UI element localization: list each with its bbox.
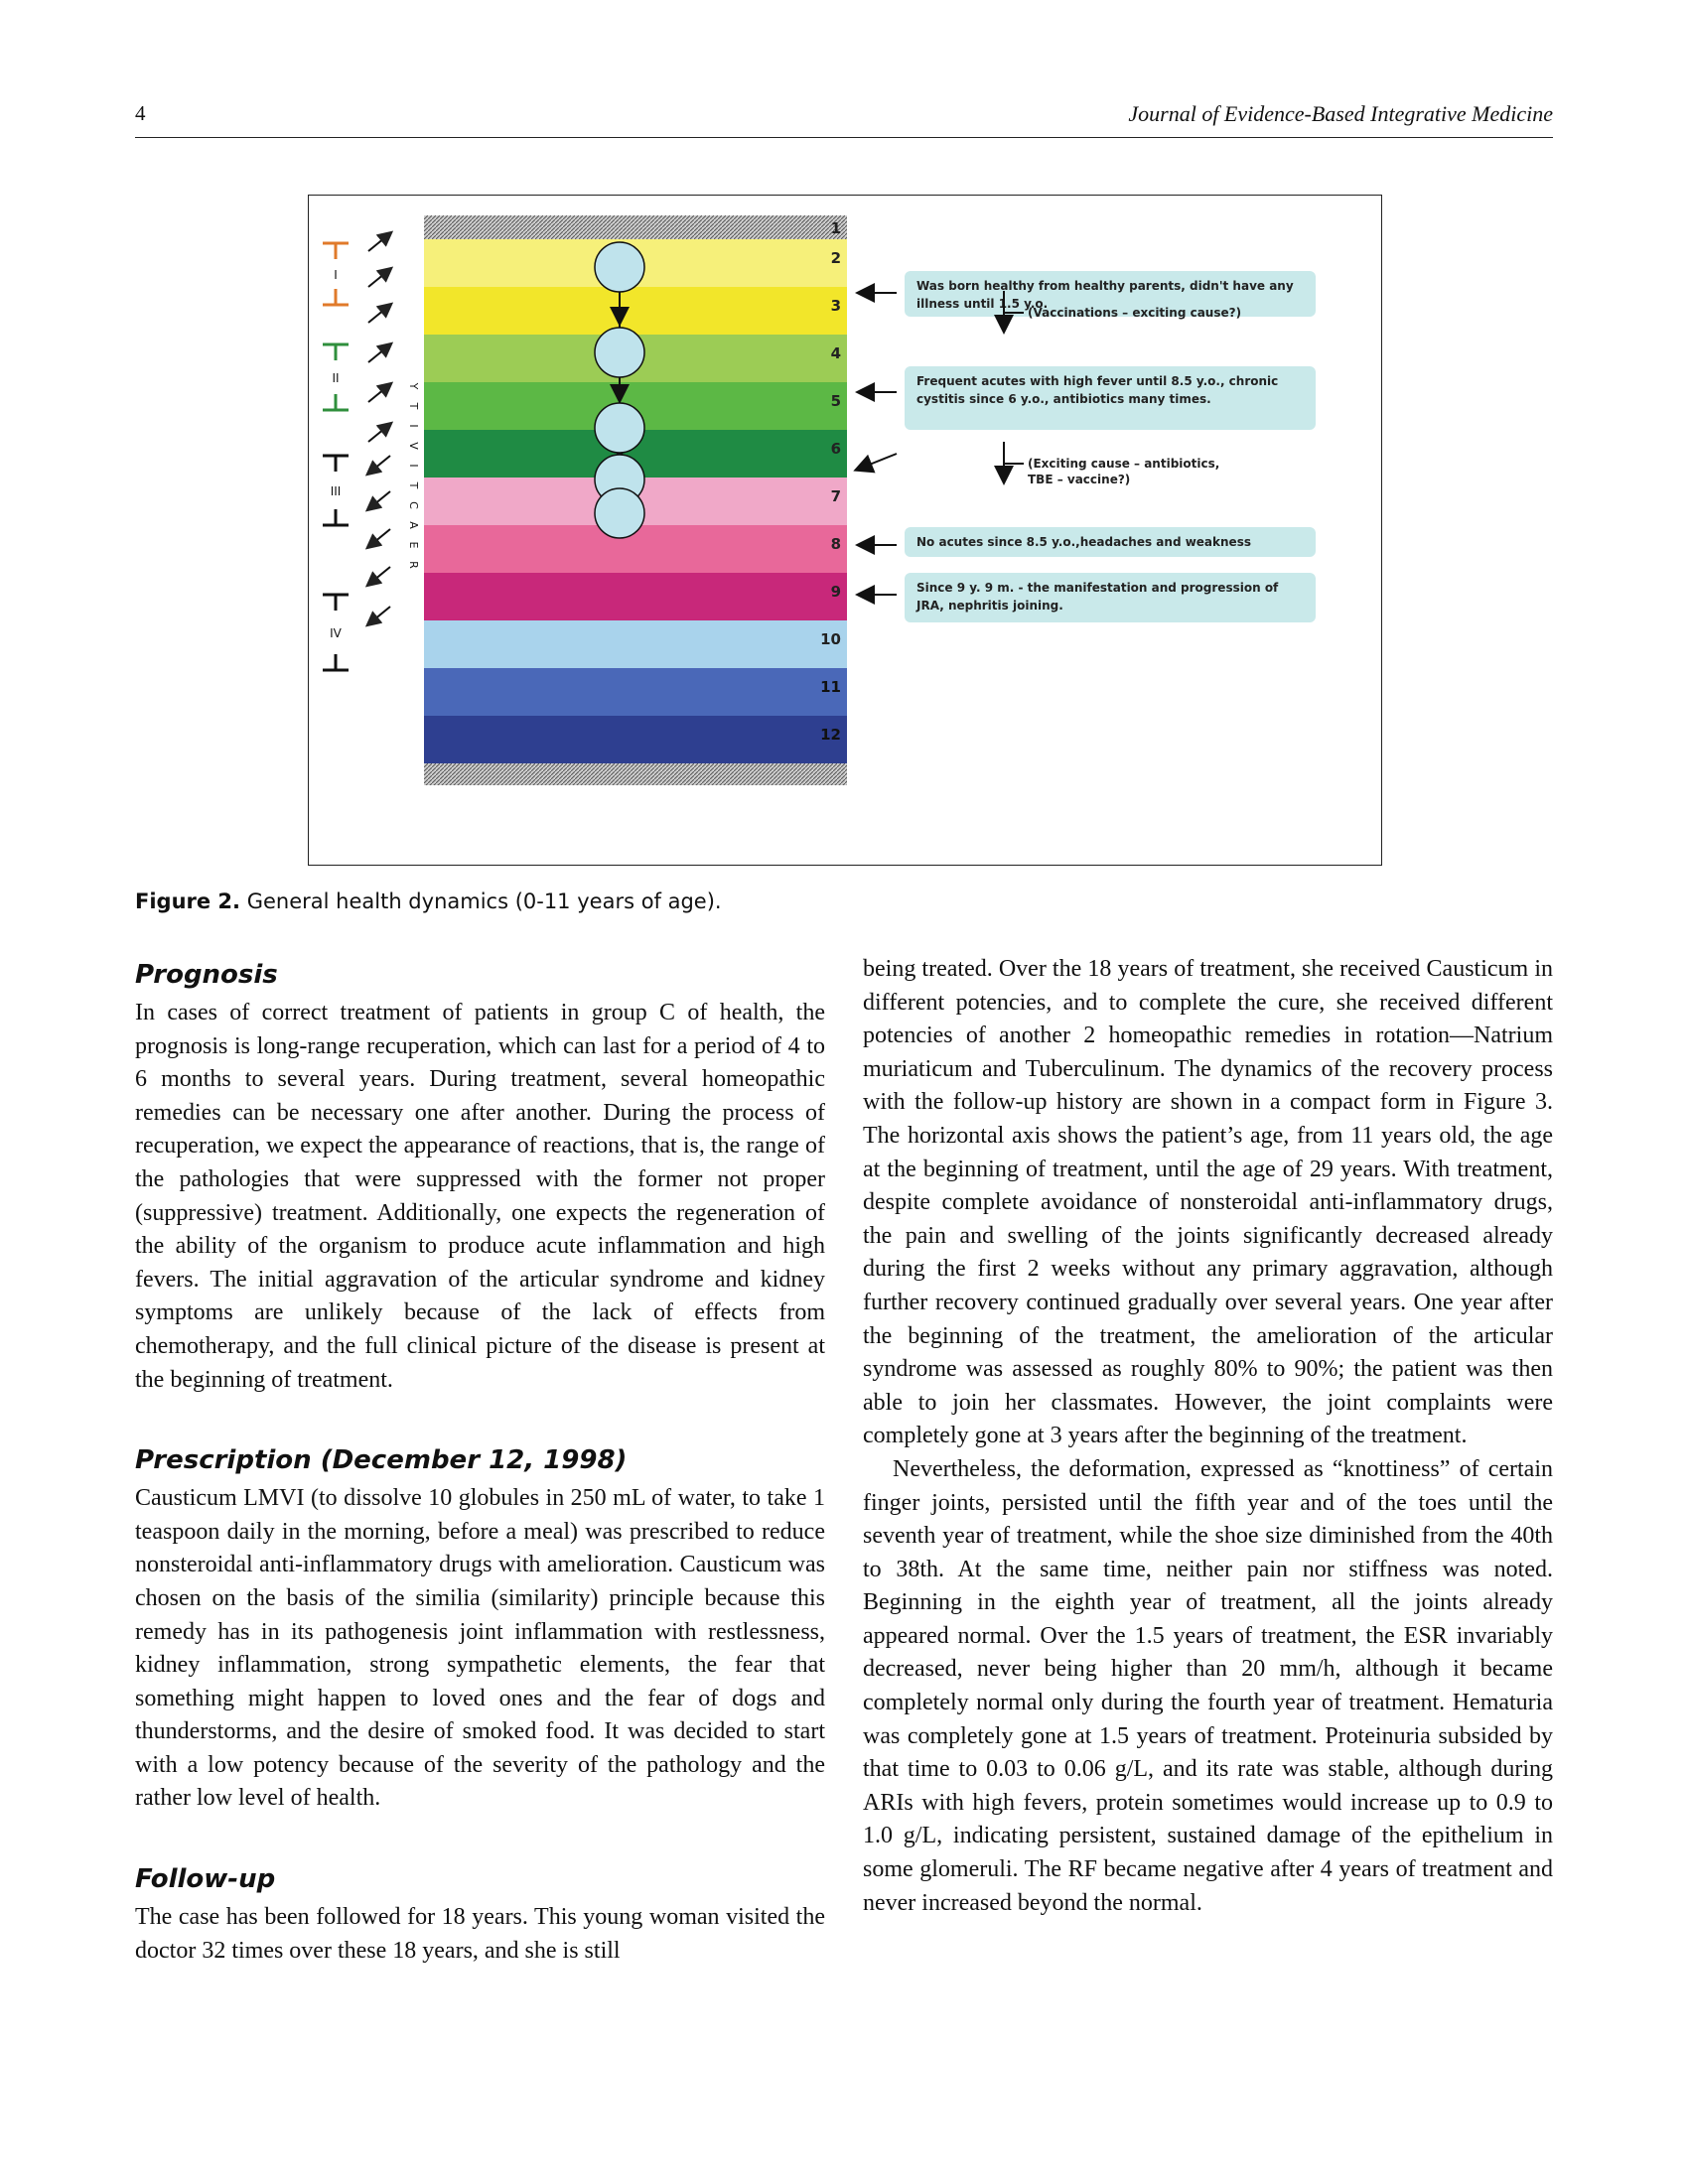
cause-line: (Exciting cause – antibiotics,: [1028, 457, 1220, 471]
figure-caption-label: Figure 2.: [135, 889, 241, 913]
reactivity-letter: V: [407, 442, 420, 450]
cause-line: (Vaccinations – exciting cause?): [1028, 306, 1242, 320]
band-number: 12: [820, 726, 841, 744]
reactivity-letter: I: [407, 464, 420, 468]
group-label: II: [332, 371, 340, 385]
diagonal-arrow-icon: [857, 454, 897, 470]
reactivity-letter: Y: [407, 382, 420, 390]
down-arrow-icon: [368, 607, 390, 624]
cause-line: TBE – vaccine?): [1028, 473, 1131, 486]
band-number: 10: [820, 630, 841, 648]
band-3: [424, 287, 847, 335]
band-number: 9: [830, 583, 841, 601]
band-number: 4: [830, 344, 841, 362]
band-10: [424, 620, 847, 668]
cause-text: [1028, 457, 1219, 486]
up-arrow-icon: [368, 269, 390, 287]
down-arrow-icon: [368, 456, 390, 474]
band-number: 7: [830, 487, 841, 505]
state-circle: [595, 328, 644, 377]
reactivity-letter: E: [407, 541, 420, 549]
group-label: IV: [330, 626, 342, 640]
band-bottom-hatch: [424, 763, 847, 785]
state-circle: [595, 403, 644, 453]
up-arrow-icon: [368, 384, 390, 402]
figure-2: [308, 195, 1382, 866]
right-paragraph-2: Nevertheless, the deformation, expressed as “knottiness” of certain finger joints, persisted until the fifth year and of the toes until the seventh year of treatment, while the shoe size diminished from the 40th to 38th. At the same time, neither pain nor stiffness was noted. Beginning in the eighth year of treatment, all the joints already appeared normal. Over the 1.5 years of treatment, the ESR invariably decreased, never being higher than 20 mm/h, although it became completely normal only during the fourth year of treatment. Hematuria was completely gone at 1.5 years of treatment. Proteinuria subsided by that time to 0.03 to 0.06 g/L, and its rate was stable, although during ARIs with high fevers, protein sometimes would increase up to 0.9 to 1.0 g/L, indicating persistent, sustained damage of the epithelium in some glomeruli. The RF became negative after 4 years of treatment and never increased beyond the normal.: [863, 1455, 1553, 1916]
journal-title: Journal of Evidence-Based Integrative Medicine: [1128, 101, 1553, 126]
reactivity-letter: A: [407, 521, 420, 529]
band-number: 3: [830, 297, 841, 315]
reactivity-letter: T: [407, 402, 420, 410]
right-paragraph-1: being treated. Over the 18 years of treatment, she received Causticum in different potencies, and to complete the cure, she received different potencies of another 2 homeopathic remedies in rotation—Natrium muriaticum and Tuberculinum. The dynamics of the recovery process with the follow-up history are shown in a compact form in Figure 3. The horizontal axis shows the patient’s age, from 11 years old, the age at the beginning of treatment, until the age of 29 years. With treatment, despite complete avoidance of nonsteroidal anti-inflammatory drugs, the pain and swelling of the joints significantly decreased already during the first 2 weeks without any primary aggravation, although further recovery continued gradually over several years. One year after the beginning of the treatment, the amelioration of the articular syndrome was assessed as roughly 80% to 90%; the patient was then able to join her classmates. However, the joint complaints were completely gone at 3 years after the beginning of the treatment.: [863, 956, 1553, 1449]
band-12: [424, 716, 847, 763]
note-line: No acutes since 8.5 y.o.,headaches and weakness: [916, 535, 1251, 549]
group-label: I: [334, 268, 338, 282]
reactivity-letter: R: [407, 561, 420, 569]
prognosis-heading: Prognosis: [135, 960, 278, 990]
down-arrow-icon: [368, 491, 390, 509]
up-arrow-icon: [368, 344, 390, 362]
down-arrow-icon: [368, 529, 390, 547]
up-arrow-icon: [368, 305, 390, 323]
band-11: [424, 668, 847, 716]
note-line: Since 9 y. 9 m. - the manifestation and progression of: [916, 581, 1279, 595]
state-circle: [595, 488, 644, 538]
health-dynamics-diagram: [309, 196, 1381, 865]
note-text: [916, 535, 1251, 549]
figure-caption: [135, 889, 722, 913]
note-line: Was born healthy from healthy parents, didn't have any: [916, 279, 1294, 293]
band-9: [424, 573, 847, 620]
cause-text: [1028, 306, 1241, 320]
prescription-heading: Prescription (December 12, 1998): [135, 1445, 628, 1476]
band-1: [424, 215, 847, 239]
reactivity-letter: I: [407, 424, 420, 428]
note-line: illness until 1.5 y.o.: [916, 297, 1049, 311]
right-column: [863, 953, 1553, 1920]
page-number: 4: [135, 101, 146, 125]
band-number: 2: [830, 249, 841, 267]
state-circle: [595, 242, 644, 292]
band-number: 11: [820, 678, 841, 696]
followup-paragraph: The case has been followed for 18 years. This young woman visited the doctor 32 times over these 18 years, and she is still: [135, 1904, 825, 1964]
note-line: JRA, nephritis joining.: [916, 599, 1063, 613]
prognosis-paragraph: In cases of correct treatment of patients in group C of health, the prognosis is long-range recuperation, which can last for a period of 4 to 6 months to several years. During treatment, several homeopathic remedies can be necessary one after another. During the process of recuperation, we expect the appearance of reactions, that is, the range of the pathologies that were suppressed with the former not proper (suppressive) treatment. Additionally, one expects the regeneration of the ability of the organism to produce acute inflammation and high fevers. The initial aggravation of the articular syndrome and kidney symptoms are unlikely because of the lack of effects from chemotherapy, and the full clinical picture of the disease is present at the beginning of treatment.: [135, 1000, 825, 1393]
band-number: 6: [830, 440, 841, 458]
note-line: Frequent acutes with high fever until 8.5 y.o., chronic: [916, 374, 1279, 388]
band-number: 8: [830, 535, 841, 553]
reactivity-letter: C: [407, 501, 420, 509]
note-line: cystitis since 6 y.o., antibiotics many times.: [916, 392, 1211, 406]
left-column: [135, 953, 825, 1968]
band-number: 1: [830, 219, 841, 237]
reactivity-letter: T: [407, 481, 420, 489]
down-arrow-icon: [368, 567, 390, 585]
group-label: III: [330, 484, 342, 498]
up-arrow-icon: [368, 424, 390, 442]
band-number: 5: [830, 392, 841, 410]
prescription-paragraph: Causticum LMVI (to dissolve 10 globules in 250 mL of water, to take 1 teaspoon daily in the morning, before a meal) was prescribed to reduce nonsteroidal anti-inflammatory drugs with amelioration. Causticum was chosen on the basis of the similia (similarity) principle because this remedy has in its pathogenesis joint inflammation with restlessness, kidney inflammation, strong sympathetic elements, the fear that something might happen to loved ones and the fear of dogs and thunderstorms, and the desire of smoked food. It was decided to start with a low potency because of the severity of the pathology and the rather low level of health.: [135, 1485, 825, 1812]
figure-caption-text: General health dynamics (0-11 years of age).: [246, 889, 722, 913]
followup-heading: Follow-up: [135, 1864, 276, 1895]
running-head: [135, 97, 1553, 138]
up-arrow-icon: [368, 233, 390, 251]
